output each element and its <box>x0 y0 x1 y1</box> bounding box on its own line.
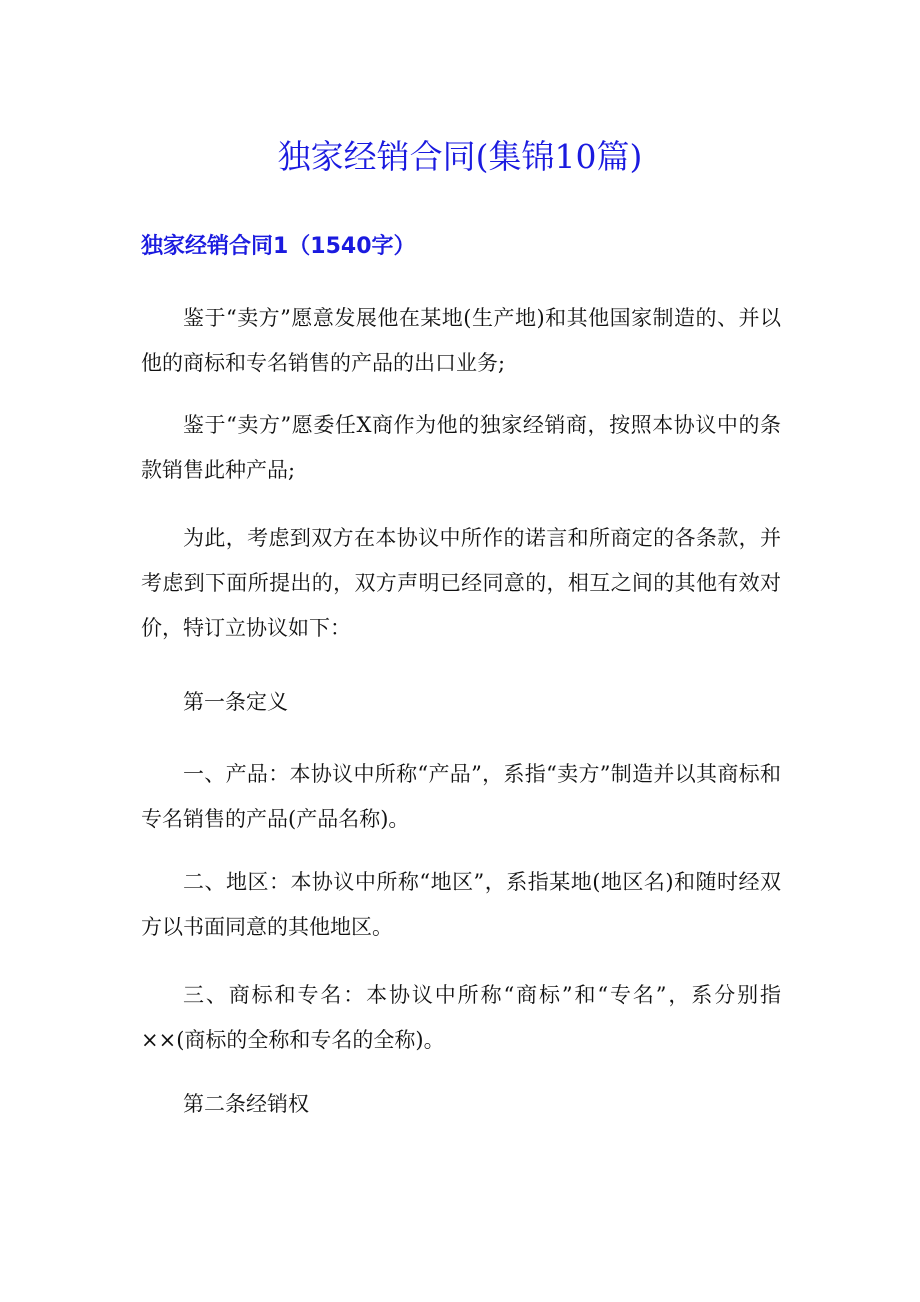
paragraph-product-definition: 一、产品：本协议中所称“产品”，系指“卖方”制造并以其商标和专名销售的产品(产品名称)。 <box>141 762 781 831</box>
section-heading: 独家经销合同1（1540字） <box>141 234 416 259</box>
paragraph-trademark-definition: 三、商标和专名：本协议中所称“商标”和“专名”，系分别指××(商标的全称和专名的全称)。 <box>141 983 781 1052</box>
article-1-heading: 第一条定义 <box>183 690 288 714</box>
document-title: 独家经销合同(集锦10篇) <box>277 137 643 176</box>
paragraph-territory-definition: 二、地区：本协议中所称“地区”，系指某地(地区名)和随时经双方以书面同意的其他地区。 <box>141 870 781 939</box>
paragraph-3: 为此，考虑到双方在本协议中所作的诺言和所商定的各条款，并考虑到下面所提出的，双方声明已经同意的，相互之间的其他有效对价，特订立协议如下： <box>141 526 781 640</box>
paragraph-2: 鉴于“卖方”愿委任X商作为他的独家经销商，按照本协议中的条款销售此种产品; <box>141 413 781 482</box>
article-2-heading: 第二条经销权 <box>183 1092 309 1116</box>
paragraph-1: 鉴于“卖方”愿意发展他在某地(生产地)和其他国家制造的、并以他的商标和专名销售的产品的出口业务; <box>141 306 781 375</box>
